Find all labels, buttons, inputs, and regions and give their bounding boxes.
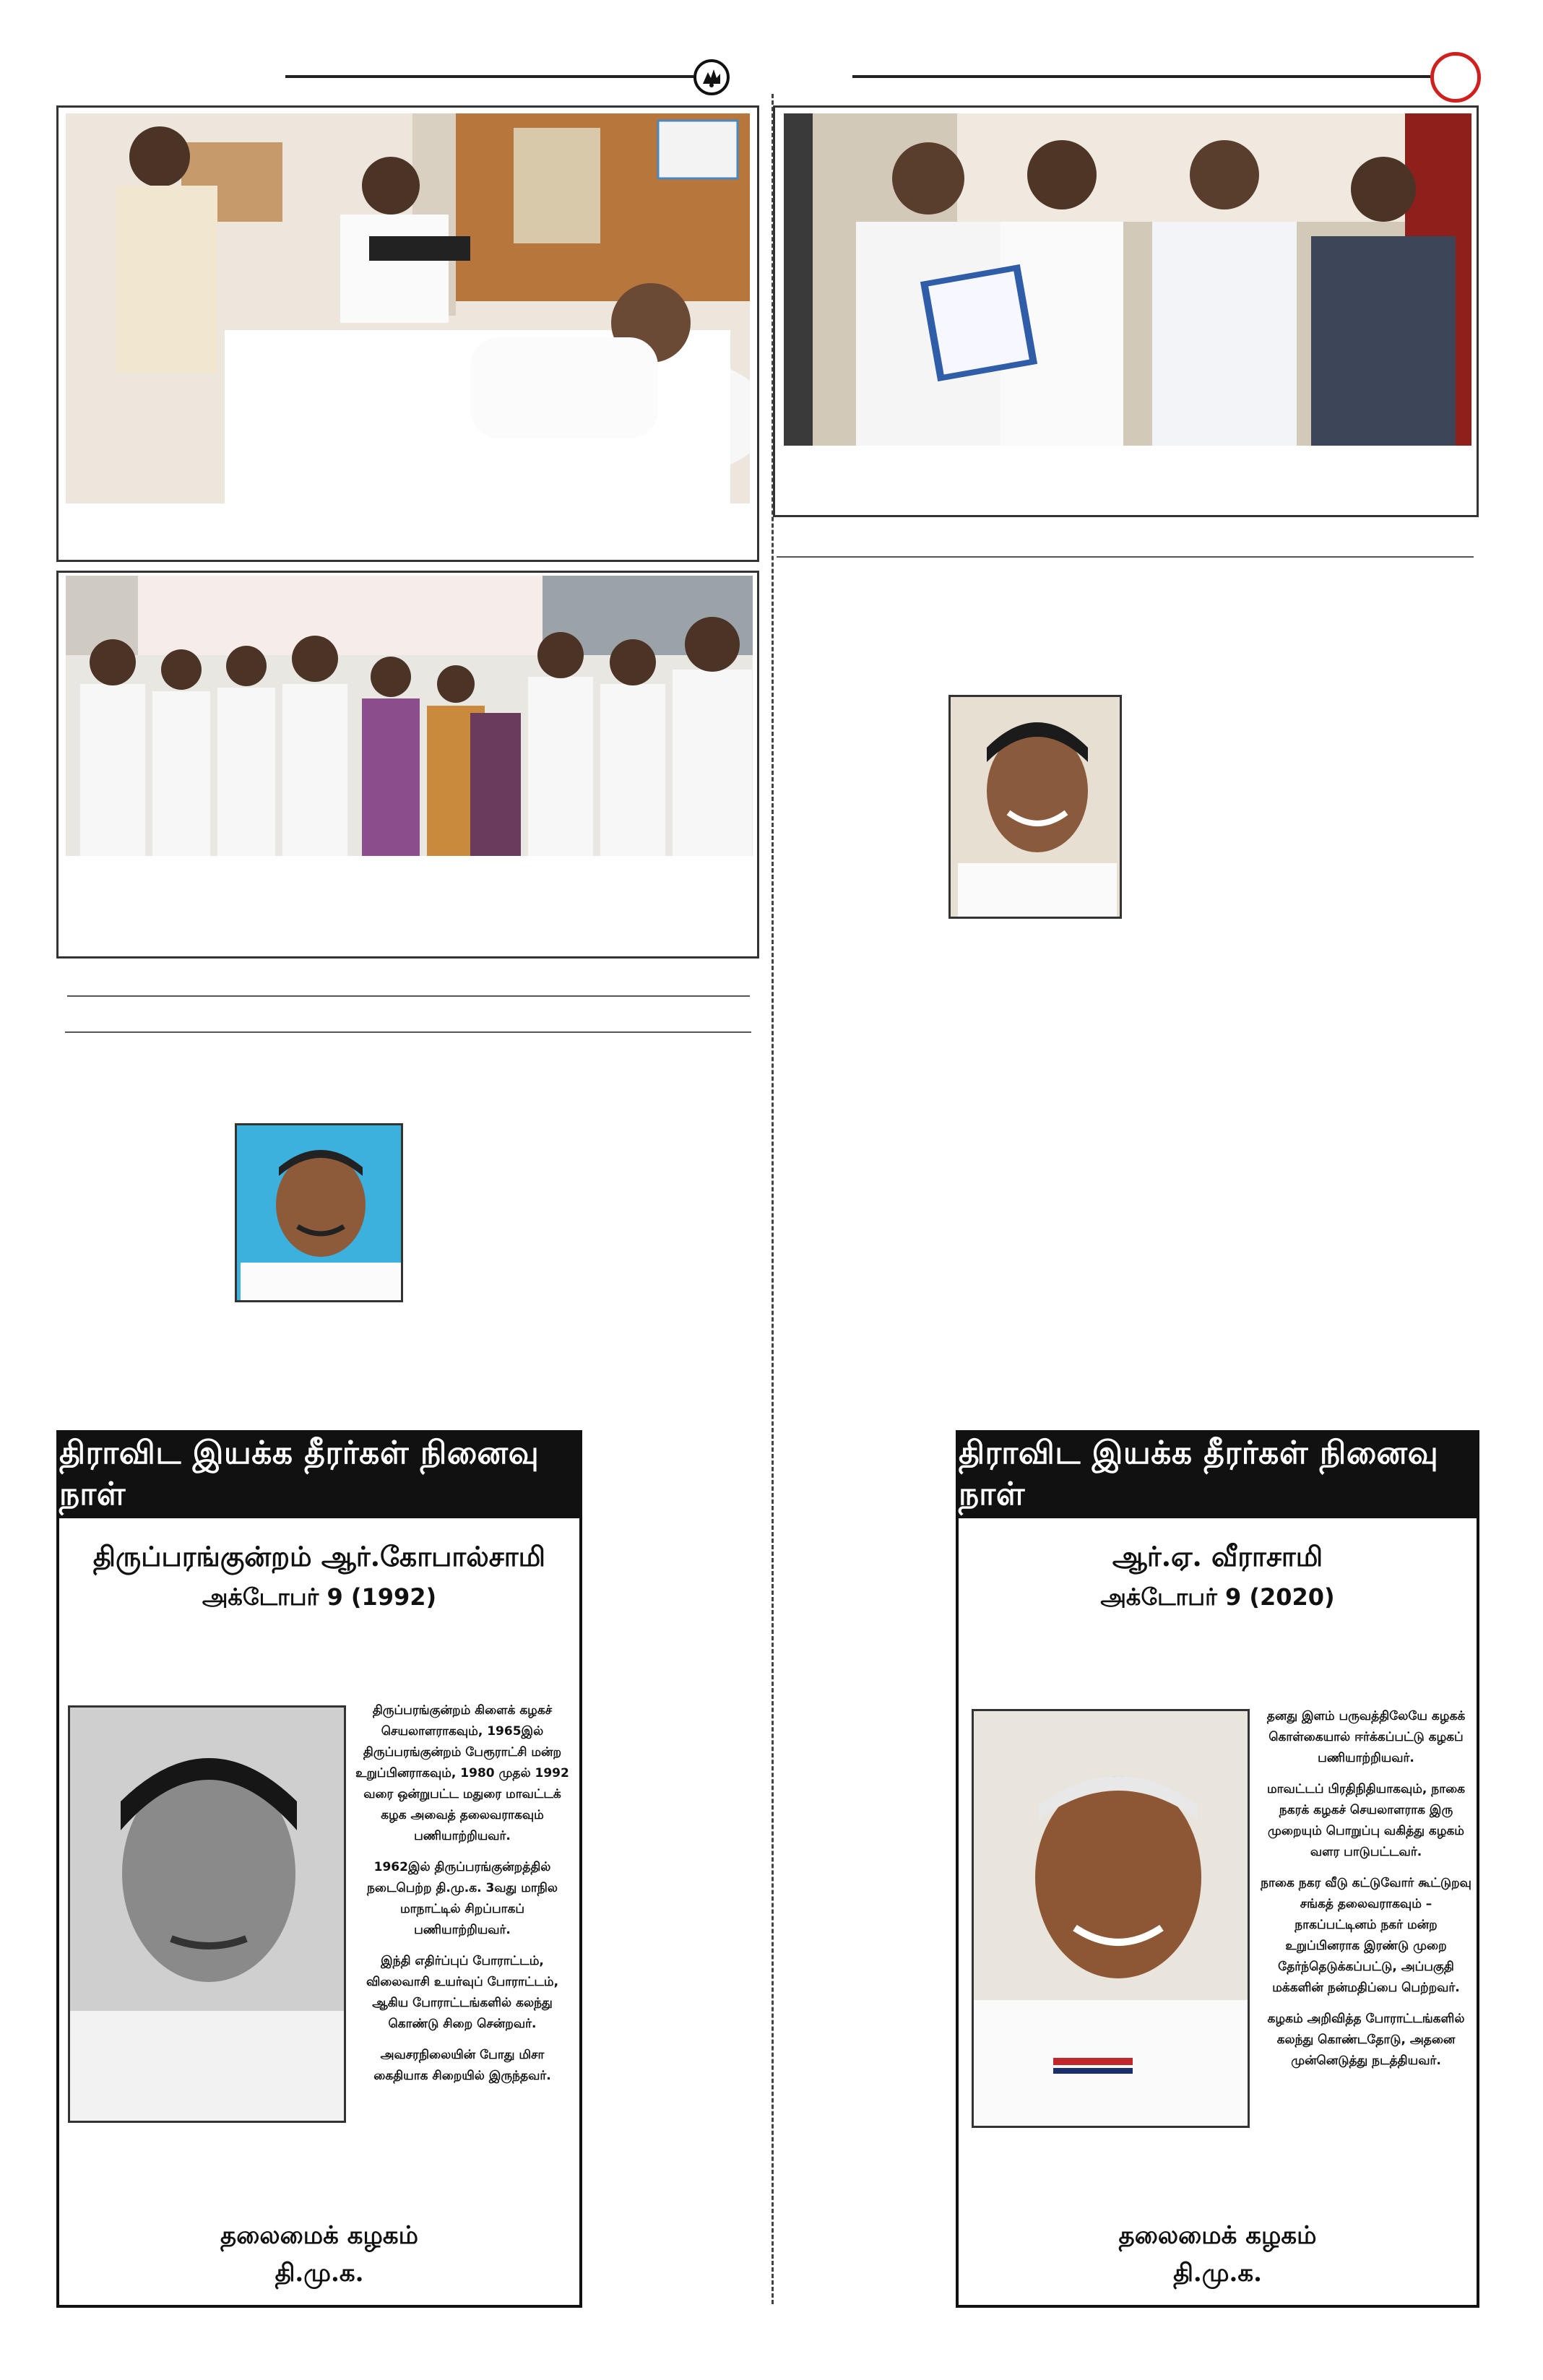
header-rule-left [285,75,693,78]
header-rule-right [852,75,1430,78]
footer-party: தி.மு.க. [275,2259,364,2288]
bio-paragraph: இந்தி எதிர்ப்புப் போராட்டம், விலைவாசி உயர்வுப் போராட்டம், ஆகிய போராட்டங்களில் கலந்து கொண்டு சிறை சென்றவர். [366,1954,559,2031]
bio-paragraph: திருப்பரங்குன்றம் கிளைக் கழகச் செயலாளராகவும், 1965இல் திருப்பரங்குன்றம் பேரூராட்சி மன்ற உறுப்பினராகவும், 1980 முதல் 1992 வரை ஒன்றுபட்ட மதுரை மாவட்டக் கழக அவைத் தலைவராகவும் பணியாற்றியவர். [355,1703,569,1843]
bio-paragraph: கழகம் அறிவித்த போராட்டங்களில் கலந்து கொண்டதோடு, அதனை முன்னெடுத்து நடத்தியவர். [1267,2012,1465,2068]
memorial-name: ஆர்.ஏ. வீராசாமி [1112,1540,1323,1572]
memorial-heading: திராவிட இயக்க தீரர்கள் நினைவு நாள் [59,1433,579,1518]
memorial-portrait [68,1705,346,2123]
portrait-minister-young [948,695,1122,919]
memorial-footer [59,2217,579,2292]
photo-frame-event-gathering [56,571,759,959]
separator-rule-1 [67,995,750,997]
hospital-visit-photo [66,113,750,503]
memorial-heading: திராவிட இயக்க தீரர்கள் நினைவு நாள் [959,1433,1477,1518]
memorial-portrait [972,1709,1250,2128]
separator-rule-3 [777,556,1474,558]
bio-paragraph: தனது இளம் பருவத்திலேயே கழகக் கொள்கையால் ஈர்க்கப்பட்டு கழகப் பணியாற்றியவர். [1266,1709,1466,1765]
memorial-date: அக்டோபர் 9 (1992) [202,1583,437,1611]
memorial-bio [1261,1706,1471,2082]
memorial-date: அக்டோபர் 9 (2020) [1100,1583,1335,1611]
separator-rule-2 [65,1031,751,1033]
memorial-name: திருப்பரங்குன்றம் ஆர்.கோபால்சாமி [92,1540,546,1572]
portrait-minister-elder [235,1123,403,1302]
bio-paragraph: நாகை நகர வீடு கட்டுவோர் கூட்டுறவு சங்கத் தலைவராகவும் – நாகப்பட்டினம் நகர் மன்ற உறுப்பினராக இரண்டு முறை தேர்ந்தெடுக்கப்பட்டு, அப்பகுதி மக்களின் நன்மதிப்பை பெற்றவர். [1261,1876,1471,1995]
bio-paragraph: 1962இல் திருப்பரங்குன்றத்தில் நடைபெற்ற தி.மு.க. 3வது மாநில மாநாட்டில் சிறப்பாகப் பணியாற்றியவர். [367,1860,558,1937]
footer-org: தலைமைக் கழகம் [1118,2221,1317,2250]
memorial-bio [354,1700,571,2097]
photo-frame-award-presentation [773,105,1479,517]
award-presentation-photo [784,113,1471,446]
memorial-footer [959,2217,1477,2292]
memorial-card-gopalsamy [56,1430,582,2308]
footer-org: தலைமைக் கழகம் [220,2221,418,2250]
event-gathering-photo [66,576,753,856]
bio-paragraph: மாவட்டப் பிரதிநிதியாகவும், நாகை நகரக் கழகச் செயலாளராக இரு முறையும் பொறுப்பு வகித்து கழகம் வளர பாடுபட்டவர். [1266,1782,1466,1859]
photo-frame-hospital-visit [56,105,759,562]
emblem-glyph-icon [699,65,724,90]
memorial-card-veerasamy [956,1430,1479,2308]
rising-sun-emblem-icon [693,59,730,95]
bio-paragraph: அவசரநிலையின் போது மிசா கைதியாக சிறையில் இருந்தவர். [373,2048,551,2083]
footer-party: தி.மு.க. [1173,2259,1262,2288]
circle-emblem-icon [1430,52,1481,103]
